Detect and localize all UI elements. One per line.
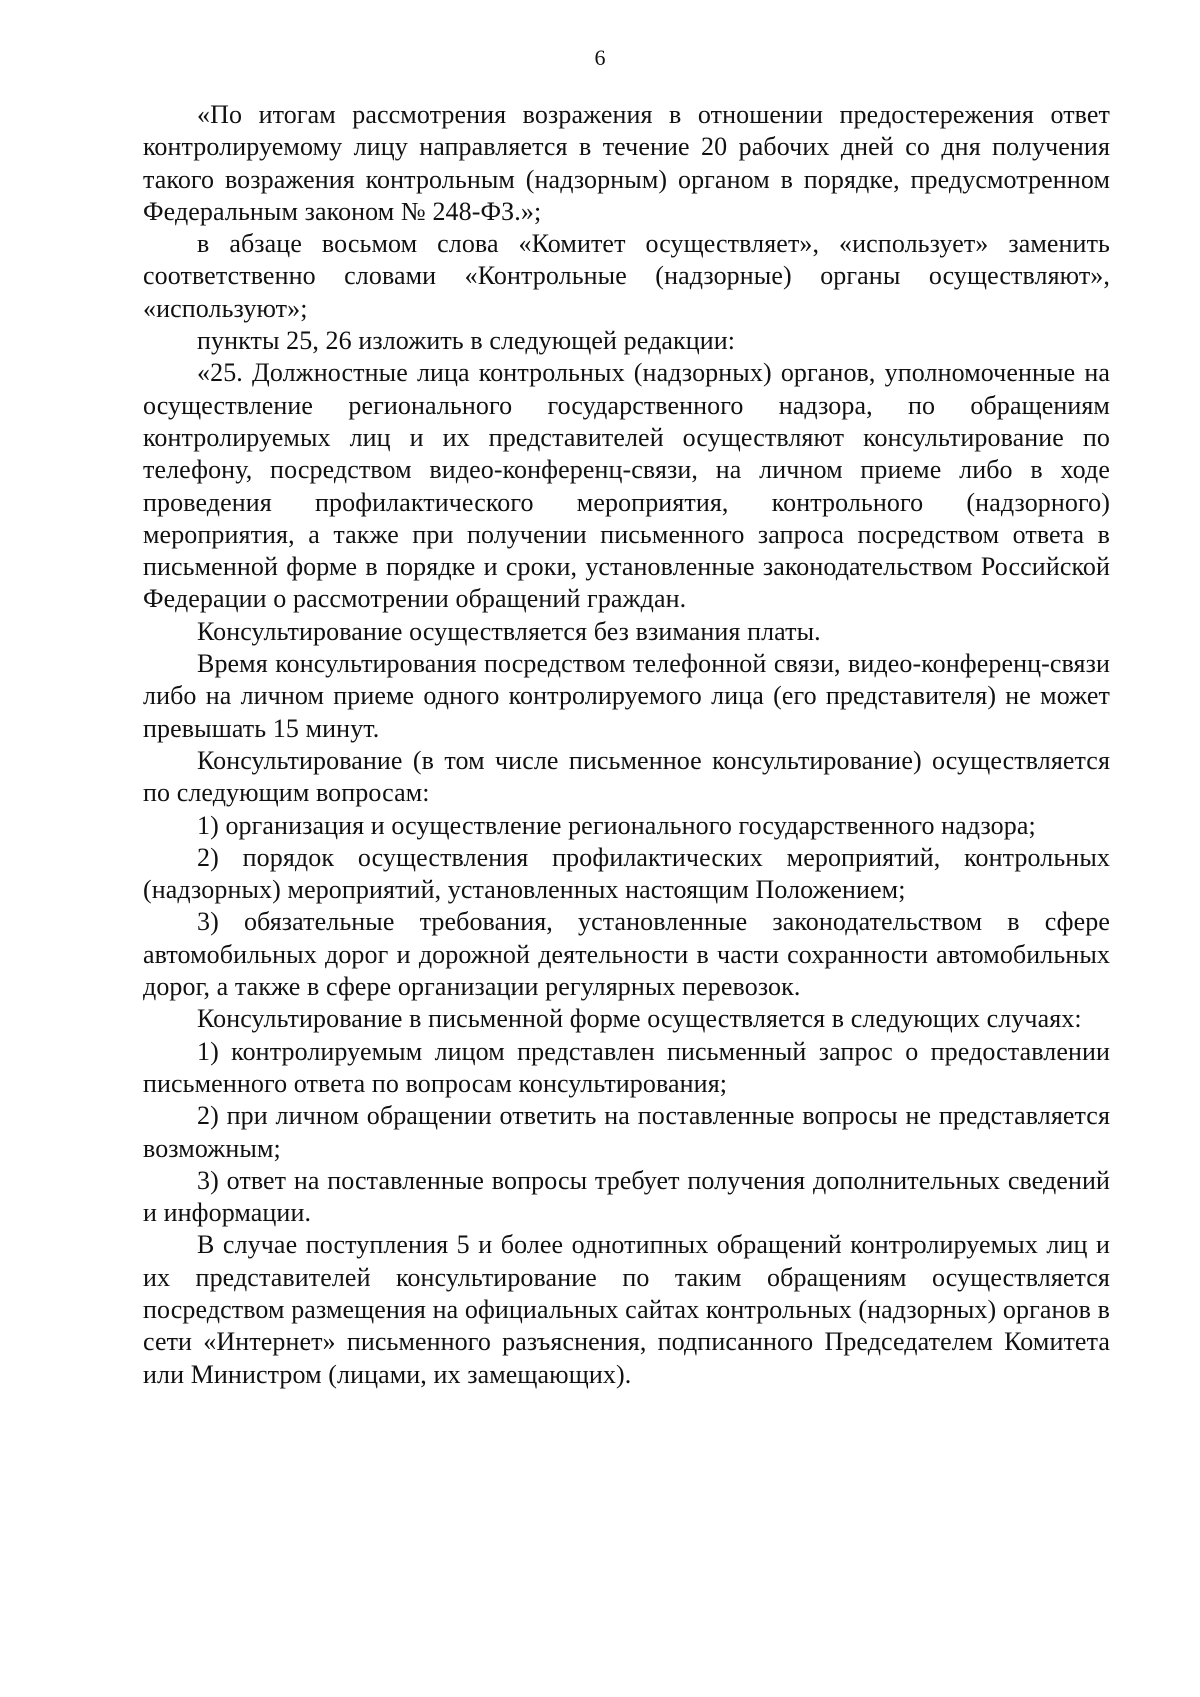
paragraph-replace-words: в абзаце восьмом слова «Комитет осуществляет», «использует» заменить соответственно словами «Контрольные (надзорные) органы осуществляют», «используют»; — [143, 229, 1110, 323]
paragraph-point-25: «25. Должностные лица контрольных (надзорных) органов, уполномоченные на осуществление регионального государственного надзора, по обращениям контролируемых лиц и их представителей осуществляют консультирование по телефону, посредством видео-конференц-связи, на личном приеме либо в ходе проведения профилактического мероприятия, контрольного (надзорного) мероприятия, а также при получении письменного запроса посредством ответа в письменной форме в порядке и сроки, установленные законодательством Российской Федерации о рассмотрении обращений граждан. — [143, 358, 1110, 614]
paragraph-objection-response: «По итогам рассмотрения возражения в отношении предостережения ответ контролируемому лицу направляется в течение 20 рабочих дней со дня получения такого возражения контрольным (надзорным) органом в порядке, предусмотренном Федеральным законом № 248-ФЗ.»; — [143, 100, 1110, 226]
paragraph-consultation-time: Время консультирования посредством телефонной связи, видео-конференц-связи либо на личном приеме одного контролируемого лица (его представителя) не может превышать 15 минут. — [143, 649, 1110, 743]
document-body — [143, 99, 1110, 1391]
page-number: 6 — [594, 45, 606, 70]
paragraph-similar-appeals: В случае поступления 5 и более однотипных обращений контролируемых лиц и их представителей консультирование по таким обращениям осуществляется посредством размещения на официальных сайтах контрольных (надзорных) органов в сети «Интернет» письменного разъяснения, подписанного Председателем Комитета или Министром (лицами, их замещающих). — [143, 1230, 1110, 1389]
list-item-case-1: 1) контролируемым лицом представлен письменный запрос о предоставлении письменного ответа по вопросам консультирования; — [143, 1036, 1110, 1098]
paragraph-consultation-topics: Консультирование (в том числе письменное консультирование) осуществляется по следующим вопросам: — [143, 745, 1110, 808]
paragraph-points-25-26: пункты 25, 26 изложить в следующей редакции: — [197, 326, 736, 356]
list-item-topic-3: 3) обязательные требования, установленные законодательством в сфере автомобильных дорог и дорожной деятельности в части сохранности автомобильных дорог, а также в сфере организации регулярных перевозок. — [143, 907, 1110, 1002]
list-item-case-3: 3) ответ на поставленные вопросы требует получения дополнительных сведений и информации. — [143, 1165, 1110, 1228]
list-item-topic-1: 1) организация и осуществление регионального государственного надзора; — [197, 810, 1036, 840]
paragraph-free-of-charge: Консультирование осуществляется без взимания платы. — [197, 616, 821, 646]
list-item-case-2: 2) при личном обращении ответить на поставленные вопросы не представляется возможным; — [143, 1101, 1110, 1163]
paragraph-written-form-cases: Консультирование в письменной форме осуществляется в следующих случаях: — [197, 1004, 1082, 1034]
list-item-topic-2: 2) порядок осуществления профилактических мероприятий, контрольных (надзорных) мероприятий, установленных настоящим Положением; — [143, 842, 1110, 905]
